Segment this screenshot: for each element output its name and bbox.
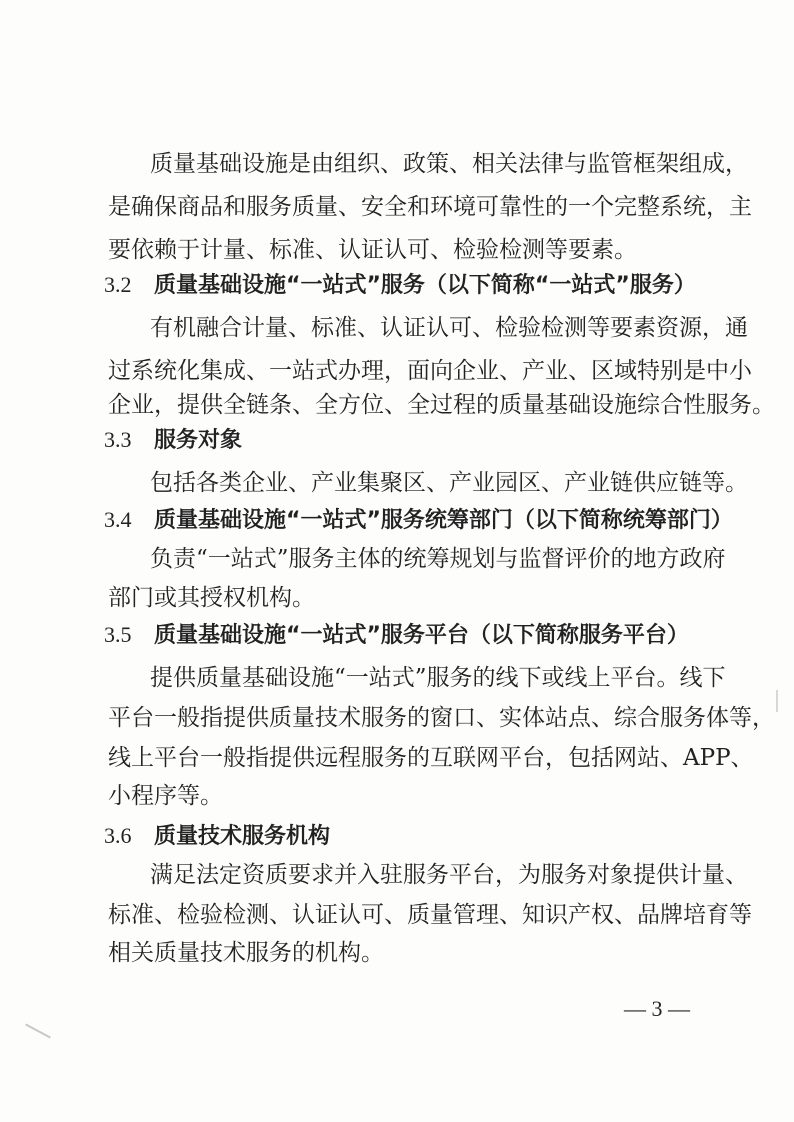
section-heading-3-3 xyxy=(104,425,242,456)
s36-line-3: 相关质量技术服务的机构。 xyxy=(108,940,384,966)
s35-line-3: 线上平台一般指提供远程服务的互联网平台，包括网站、APP、 xyxy=(108,745,754,771)
intro-line-2: 是确保商品和服务质量、安全和环境可靠性的一个完整系统，主 xyxy=(108,194,752,220)
s36-line-1: 满足法定资质要求并入驻服务平台，为服务对象提供计量、 xyxy=(150,862,748,888)
section-title: 质量基础设施“一站式”服务（以下简称“一站式”服务） xyxy=(154,273,696,298)
scan-artifact-mark xyxy=(25,1024,51,1039)
section-title: 质量基础设施“一站式”服务平台（以下简称服务平台） xyxy=(154,623,689,648)
intro-line-1: 质量基础设施是由组织、政策、相关法律与监管框架组成， xyxy=(150,151,748,177)
s33-line-1: 包括各类企业、产业集聚区、产业园区、产业链供应链等。 xyxy=(150,470,748,496)
s36-line-2: 标准、检验检测、认证认可、质量管理、知识产权、品牌培育等 xyxy=(108,902,752,928)
section-title: 质量技术服务机构 xyxy=(154,824,331,849)
section-number: 3.6 xyxy=(104,823,132,848)
s35-line-4: 小程序等。 xyxy=(108,783,223,809)
section-title: 质量基础设施“一站式”服务统筹部门（以下简称统筹部门） xyxy=(154,508,733,533)
section-title: 服务对象 xyxy=(154,428,243,453)
s32-line-1: 有机融合计量、标准、认证认可、检验检测等要素资源，通 xyxy=(150,315,748,341)
s34-line-2: 部门或其授权机构。 xyxy=(108,585,315,611)
section-heading-3-6 xyxy=(104,821,330,852)
s34-line-1: 负责“一站式”服务主体的统筹规划与监督评价的地方政府 xyxy=(150,546,726,572)
intro-line-3: 要依赖于计量、标准、认证认可、检验检测等要素。 xyxy=(108,237,637,263)
section-heading-3-2 xyxy=(104,270,696,301)
scan-edge-mark xyxy=(776,690,778,712)
section-number: 3.2 xyxy=(104,272,132,297)
section-heading-3-4 xyxy=(104,505,733,536)
s35-line-2: 平台一般指提供质量技术服务的窗口、实体站点、综合服务体等， xyxy=(108,705,775,731)
page-number: — 3 — xyxy=(624,996,690,1021)
section-number: 3.5 xyxy=(104,622,132,647)
section-heading-3-5 xyxy=(104,620,689,651)
section-number: 3.4 xyxy=(104,507,132,532)
section-number: 3.3 xyxy=(104,427,132,452)
s32-line-3: 企业，提供全链条、全方位、全过程的质量基础设施综合性服务。 xyxy=(108,392,775,418)
s35-line-1: 提供质量基础设施“一站式”服务的线下或线上平台。线下 xyxy=(150,665,726,691)
s32-line-2: 过系统化集成、一站式办理，面向企业、产业、区域特别是中小 xyxy=(108,358,752,384)
